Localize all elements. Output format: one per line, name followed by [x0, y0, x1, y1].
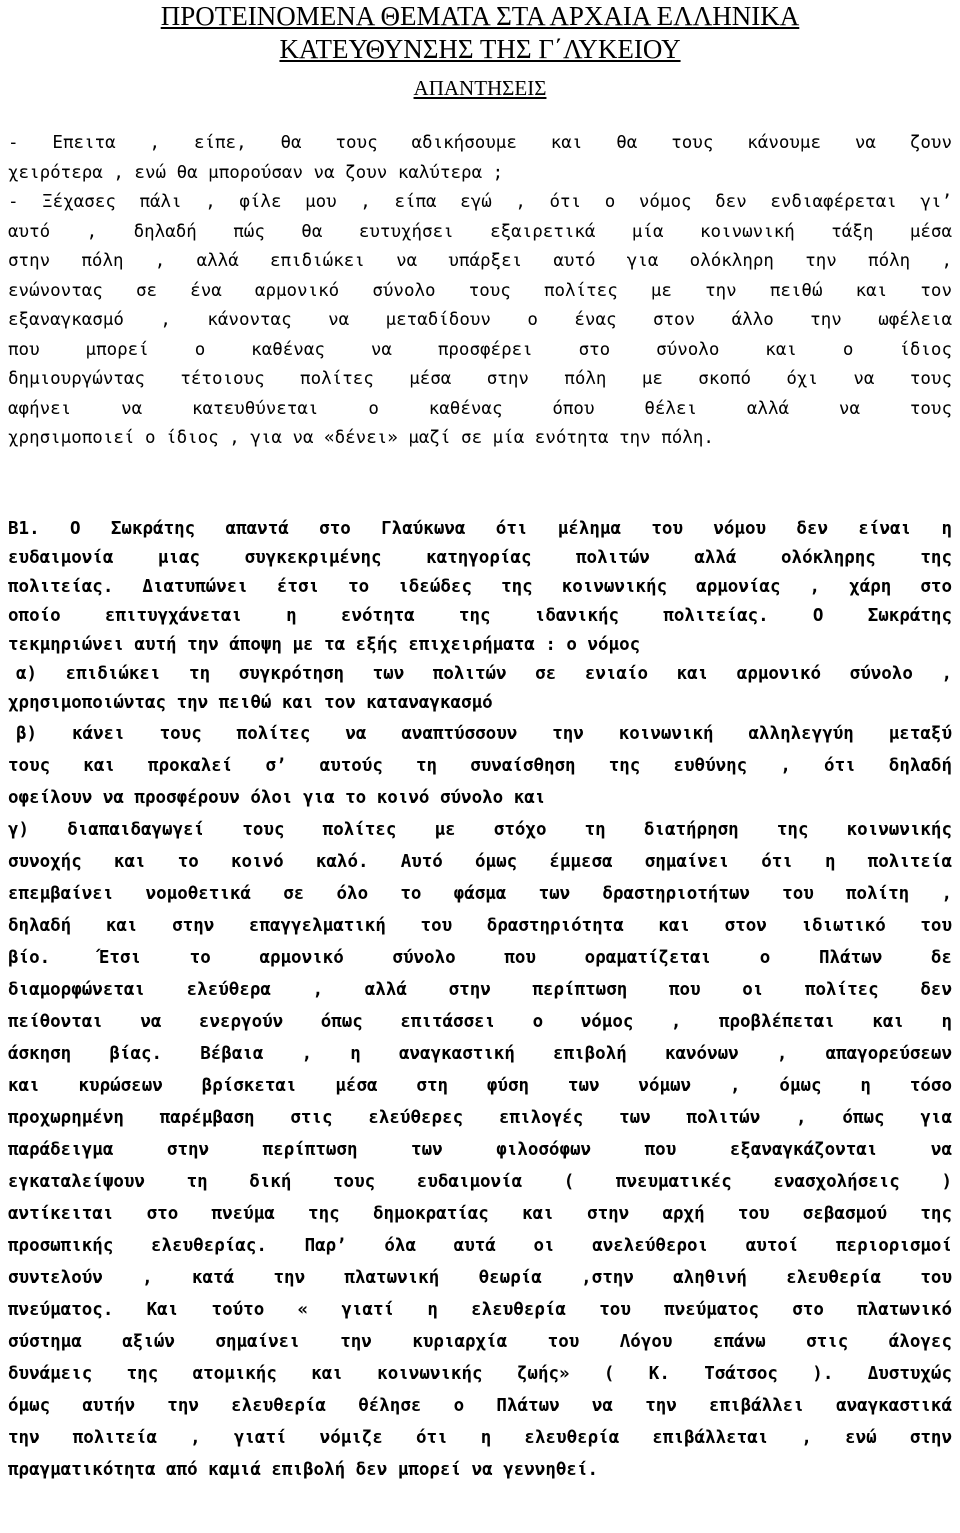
passage-line: ενώνοντας σε ένα αρμονικό σύνολο τους πολίτες με την πειθώ και τον	[8, 280, 952, 301]
answer-line: αντίκειται στο πνεύμα της δημοκρατίας και στην αρχή του σεβασμού της	[8, 1203, 952, 1224]
passage-line: αυτό , δηλαδή πώς θα ευτυχήσει εξαιρετικά μία κοινωνική τάξη μέσα	[8, 221, 952, 242]
answer-line: α) επιδιώκει τη συγκρότηση των πολιτών σε ενιαίο και αρμονικό σύνολο ,	[16, 663, 952, 684]
answer-line: οφείλουν να προσφέρουν όλοι για το κοινό σύνολο και	[8, 787, 546, 808]
passage-line: χειρότερα , ενώ θα μπορούσαν να ζουν καλύτερα ;	[8, 162, 504, 183]
passage-line: χρησιμοποιεί ο ίδιος , για να «δένει» μαζί σε μία ενότητα την πόλη.	[8, 428, 714, 448]
answer-line: οποίο επιτυγχάνεται η ενότητα της ιδανικής πολιτείας. Ο Σωκράτης	[8, 605, 952, 626]
document-title	[8, 0, 952, 66]
answer-line: συνοχής και το κοινό καλό. Αυτό όμως έμμεσα σημαίνει ότι η πολιτεία	[8, 851, 952, 872]
answer-line: προχωρημένη παρέμβαση στις ελεύθερες επιλογές των πολιτών , όπως για	[8, 1107, 952, 1128]
answer-line: όμως αυτήν την ελευθερία θέλησε ο Πλάτων να την επιβάλλει αναγκαστικά	[8, 1395, 952, 1416]
answer-line: διαμορφώνεται ελεύθερα , αλλά στην περίπτωση που οι πολίτες δεν	[8, 979, 952, 1000]
answer-line: πνεύματος. Και τούτο « γιατί η ελευθερία του πνεύματος στο πλατωνικό	[8, 1299, 952, 1320]
translated-passage	[8, 129, 952, 454]
passage-line: δημιουργώντας τέτοιους πολίτες μέσα στην πόλη με σκοπό όχι να τους	[8, 369, 952, 389]
answer-line: παράδειγμα στην περίπτωση των φιλοσόφων που εξαναγκάζονται να	[8, 1139, 952, 1160]
answer-line: συντελούν , κατά την πλατωνική θεωρία ,στην αληθινή ελευθερία του	[8, 1267, 952, 1288]
title-line-1: ΠΡΟΤΕΙΝΟΜΕΝΑ ΘΕΜΑΤΑ ΣΤΑ ΑΡΧΑΙΑ ΕΛΛΗΝΙΚΑ	[160, 1, 800, 31]
answer-line: πολιτείας. Διατυπώνει έτσι το ιδεώδες της κοινωνικής αρμονίας , χάρη στο	[8, 576, 952, 597]
answer-line: πείθονται να ενεργούν όπως επιτάσσει ο νόμος , προβλέπεται και η	[8, 1011, 952, 1032]
answer-line: προσωπικής ελευθερίας. Παρ’ όλα αυτά οι ανελεύθεροι αυτοί περιορισμοί	[8, 1235, 952, 1256]
answer-line: Β1. Ο Σωκράτης απαντά στο Γλαύκωνα ότι μέλημα του νόμου δεν είναι η	[8, 518, 952, 539]
answer-line: β) κάνει τους πολίτες να αναπτύσσουν την κοινωνική αλληλεγγύη μεταξύ	[16, 723, 952, 744]
answer-line: την πολιτεία , γιατί νόμιζε ότι η ελευθερία επιβάλλεται , ενώ στην	[8, 1427, 952, 1448]
answer-line: επεμβαίνει νομοθετικά σε όλο το φάσμα των δραστηριοτήτων του πολίτη ,	[8, 883, 952, 904]
passage-line: εξαναγκασμό , κάνοντας να μεταδίδουν ο ένας στον άλλο την ωφέλεια	[8, 310, 952, 330]
answers-heading: ΑΠΑΝΤΗΣΕΙΣ	[413, 76, 547, 100]
answer-line: βίο. Έτσι το αρμονικό σύνολο που οραματίζεται ο Πλάτων δε	[8, 947, 952, 968]
answer-line: εγκαταλείψουν τη δική τους ευδαιμονία ( πνευματικές ενασχολήσεις )	[8, 1171, 952, 1192]
passage-line: - Ξέχασες πάλι , φίλε μου , είπα εγώ , ότι ο νόμος δεν ενδιαφέρεται γι’	[8, 192, 952, 212]
answer-line: και κυρώσεων βρίσκεται μέσα στη φύση των νόμων , όμως η τόσο	[8, 1075, 952, 1096]
answer-line: πραγματικότητα από καμιά επιβολή δεν μπορεί να γεννηθεί.	[8, 1459, 599, 1480]
passage-line: στην πόλη , αλλά επιδιώκει να υπάρξει αυτό για ολόκληρη την πόλη ,	[8, 251, 952, 271]
passage-line: που μπορεί ο καθένας να προσφέρει στο σύνολο και ο ίδιος	[8, 339, 952, 360]
title-line-2: ΚΑΤΕΥΘΥΝΣΗΣ ΤΗΣ Γ΄ΛΥΚΕΙΟΥ	[279, 34, 681, 64]
answer-line: άσκηση βίας. Βέβαια , η αναγκαστική επιβολή κανόνων , απαγορεύσεων	[8, 1043, 952, 1064]
passage-line: αφήνει να κατευθύνεται ο καθένας όπου θέλει αλλά να τους	[8, 398, 952, 419]
answer-b1	[8, 515, 952, 1486]
answer-line: τεκμηριώνει αυτή την άποψη με τα εξής επιχειρήματα : ο νόμος	[8, 634, 641, 655]
passage-line: - Επειτα , είπε, θα τους αδικήσουμε και θα τους κάνουμε να ζουν	[8, 133, 952, 153]
answer-line: σύστημα αξιών σημαίνει την κυριαρχία του Λόγου επάνω στις άλογες	[8, 1331, 952, 1352]
answer-line: δηλαδή και στην επαγγελματική του δραστηριότητα και στον ιδιωτικό του	[8, 915, 952, 936]
answer-line: τους και προκαλεί σ’ αυτούς τη συναίσθηση της ευθύνης , ότι δηλαδή	[8, 755, 952, 776]
answer-line: χρησιμοποιώντας την πειθώ και τον καταναγκασμό	[8, 692, 493, 713]
answer-line: δυνάμεις της ατομικής και κοινωνικής ζωής» ( Κ. Τσάτσος ). Δυστυχώς	[8, 1363, 952, 1384]
answer-line: ευδαιμονία μιας συγκεκριμένης κατηγορίας πολιτών αλλά ολόκληρης της	[8, 547, 952, 568]
answer-line: γ) διαπαιδαγωγεί τους πολίτες με στόχο τη διατήρηση της κοινωνικής	[8, 819, 952, 840]
